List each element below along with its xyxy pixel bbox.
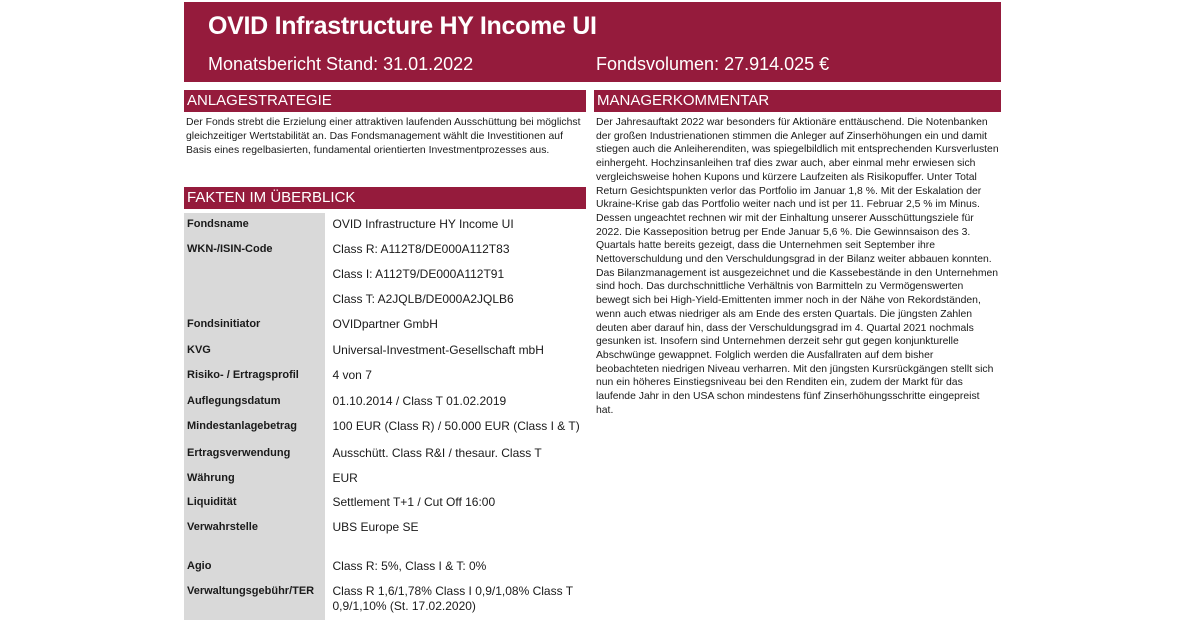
fund-volume: Fondsvolumen: 27.914.025 € bbox=[596, 54, 830, 74]
commentary-heading: MANAGERKOMMENTAR bbox=[594, 90, 1001, 112]
table-row bbox=[184, 313, 586, 339]
fact-label: Verwahrstelle bbox=[184, 516, 327, 555]
fact-value: Universal-Investment-Gesellschaft mbH bbox=[327, 339, 586, 364]
facts-heading: FAKTEN IM ÜBERBLICK bbox=[184, 187, 586, 209]
fact-value: EUR bbox=[327, 467, 586, 491]
table-row bbox=[184, 213, 586, 238]
table-row bbox=[184, 263, 586, 288]
fact-value: Settlement T+1 / Cut Off 16:00 bbox=[327, 491, 586, 516]
fact-value: OVIDpartner GmbH bbox=[327, 313, 586, 339]
table-row bbox=[184, 288, 586, 313]
strategy-heading: ANLAGESTRATEGIE bbox=[184, 90, 586, 112]
fact-value: Class R 1,6/1,78% Class I 0,9/1,08% Class T 0,9/1,10% (St. 17.02.2020) bbox=[327, 580, 586, 620]
facts-table bbox=[184, 213, 586, 620]
fact-value: Class I: A112T9/DE000A112T91 bbox=[327, 263, 586, 288]
commentary-text: Der Jahresauftakt 2022 war besonders für Aktionäre enttäuschend. Die Notenbanken der großen Industrienationen stimmen die Anleger auf Zinserhöhungen ein und damit stiegen auch die Anleiherenditen, was spiegelbildlich mit entsprechenden Kursverlusten einhergeht. Hochzinsanleihen traf dies zwar auch, aber einmal mehr erwiesen sich vergleichsweise hohen Kupons und kürzere Laufzeiten als Risikopuffer. Unter Total Return Gesichtspunkten verlor das Portfolio im Januar 1,8 %. Mit der Eskalation der Ukraine-Krise gab das Portfolio weiter nach und ist per 11. Februar 2,5 % im Minus. Dessen ungeachtet rechnen wir mit der Einhaltung unserer Ausschüttungsziele für 2022. Die Kasseposition betrug per Ende Januar 5,6 %. Die Gewinnsaison des 3. Quartals hatte bereits gezeigt, dass die Unternehmen seit September ihre Nettoverschuldung und den Verschuldungsgrad in der Bilanz weiter abbauen konnten. Das Bilanzmanagement ist ausgezeichnet und die Kassebestände in den Unternehmen sind hoch. Das durchschnittliche Verhältnis von Barmitteln zu Vermögenswerten bewegt sich bei High-Yield-Emittenten immer noch in der Nähe von Rekordständen, wenn auch etwas niedriger als am Ende des ersten Quartals. Die jüngsten Zahlen deuten aber darauf hin, dass der Verschuldungsgrad im 4. Quartal 2021 nochmals gesunken ist. Insofern sind Unternehmen derzeit sehr gut gegen konjunkturelle Abschwünge gewappnet. Folglich werden die Ausfallraten auf dem bisher beobachteten niedrigen Niveau verharren. Mit den jüngsten Kursrückgängen stellt sich nun ein höheres Einstiegsniveau bei den Renditen ein, zudem der Markt für das laufende Jahr in den USA schon mindestens fünf Zinserhöhungsschritte eingepreist hat. bbox=[596, 117, 999, 416]
table-row bbox=[184, 415, 586, 442]
table-row bbox=[184, 442, 586, 467]
fact-value: OVID Infrastructure HY Income UI bbox=[327, 213, 586, 238]
table-row bbox=[184, 516, 586, 555]
report-date: Monatsbericht Stand: 31.01.2022 bbox=[208, 54, 474, 74]
strategy-text: Der Fonds strebt die Erzielung einer attraktiven laufenden Ausschüttung bei möglichst gleichzeitiger Wertstabilität an. Das Fondsmanagement wählt die Investitionen auf Basis eines regelbasierten, fundamental orientierten Investmentprozesses aus. bbox=[186, 117, 581, 156]
table-row bbox=[184, 238, 586, 263]
fact-value: Ausschütt. Class R&I / thesaur. Class T bbox=[327, 442, 586, 467]
fact-value: UBS Europe SE bbox=[327, 516, 586, 555]
fact-value: Class R: A112T8/DE000A112T83 bbox=[327, 238, 586, 263]
fact-label: Verwaltungsgebühr/TER bbox=[184, 580, 327, 620]
table-row bbox=[184, 467, 586, 491]
fact-label: Fondsname bbox=[184, 213, 327, 238]
fact-label: Auflegungsdatum bbox=[184, 390, 327, 415]
table-row bbox=[184, 339, 586, 364]
table-row bbox=[184, 555, 586, 580]
fact-label: Währung bbox=[184, 467, 327, 491]
fact-label: Ertragsverwendung bbox=[184, 442, 327, 467]
fund-title: OVID Infrastructure HY Income UI bbox=[208, 12, 597, 40]
fact-value: 100 EUR (Class R) / 50.000 EUR (Class I & T) bbox=[327, 415, 586, 442]
fact-label: WKN-/ISIN-Code bbox=[184, 238, 327, 263]
fact-label bbox=[184, 263, 327, 288]
fact-label: Mindestanlagebetrag bbox=[184, 415, 327, 442]
fact-label: Liquidität bbox=[184, 491, 327, 516]
table-row bbox=[184, 390, 586, 415]
fact-label: Fondsinitiator bbox=[184, 313, 327, 339]
fact-value: 01.10.2014 / Class T 01.02.2019 bbox=[327, 390, 586, 415]
fact-label: Agio bbox=[184, 555, 327, 580]
fact-value: Class R: 5%, Class I & T: 0% bbox=[327, 555, 586, 580]
table-row bbox=[184, 580, 586, 620]
fact-label: KVG bbox=[184, 339, 327, 364]
report-header bbox=[184, 2, 1001, 82]
fact-label bbox=[184, 288, 327, 313]
fact-value: Class T: A2JQLB/DE000A2JQLB6 bbox=[327, 288, 586, 313]
fact-value: 4 von 7 bbox=[327, 364, 586, 390]
table-row bbox=[184, 491, 586, 516]
fact-label: Risiko- / Ertragsprofil bbox=[184, 364, 327, 390]
table-row bbox=[184, 364, 586, 390]
